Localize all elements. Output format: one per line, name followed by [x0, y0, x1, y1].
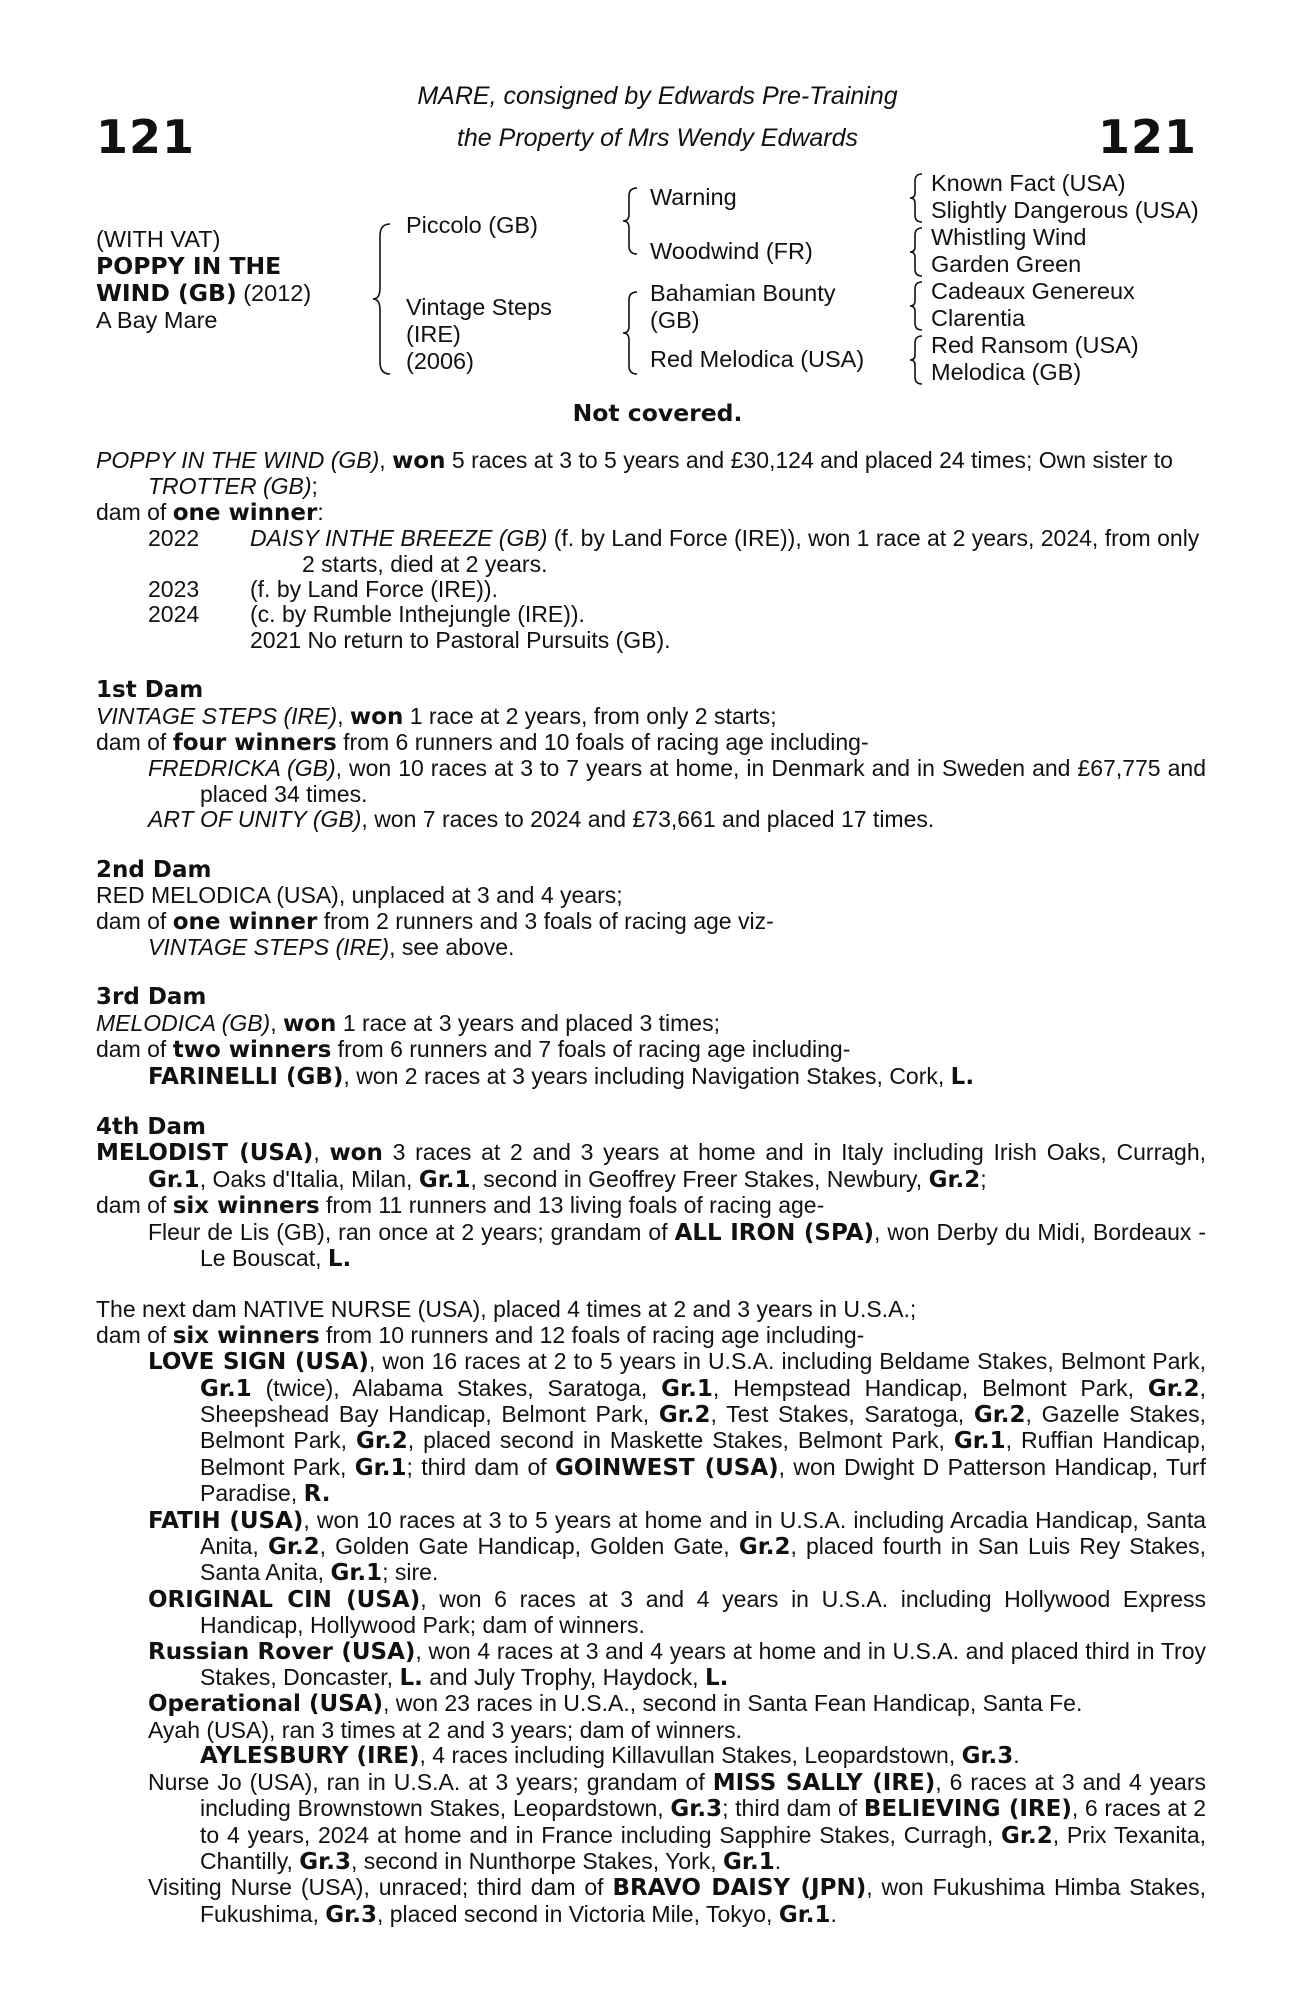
text-segment: MISS SALLY (IRE): [712, 1769, 936, 1796]
pedigree-sire-sire: Warning: [650, 184, 737, 210]
horse-description: A Bay Mare: [96, 307, 218, 333]
pedigree-sire: Piccolo (GB): [406, 212, 538, 238]
text-segment: , Test Stakes, Saratoga,: [710, 1401, 974, 1427]
text-segment: , Golden Gate Handicap, Golden Gate,: [319, 1533, 739, 1560]
text-segment: , Ruffian Handicap, Belmont Park,: [200, 1427, 1206, 1480]
text-segment: , won 23 races in U.S.A., second in Santa Fean Handicap, Santa Fe.: [383, 1690, 1083, 1717]
text-segment: Gr.2: [267, 1534, 320, 1561]
text-segment: , won Fukushima Himba Stakes, Fukushima,: [200, 1874, 1206, 1927]
next-dam-entry-6-sub: [96, 1743, 1206, 1769]
text-segment: BRAVO DAISY (JPN): [612, 1875, 867, 1902]
consignment-line-2: the Property of Mrs Wendy Edwards: [456, 124, 859, 152]
text-segment: Gr.3: [299, 1848, 351, 1875]
produce-year-2022: 2022 DAISY INTHE BREEZE (GB) (f. by Land Force (IRE)), won 1 race at 2 years, 2024, from only 2 starts, died at 2 years.: [148, 525, 1200, 577]
pedigree-brace-sire: [622, 186, 640, 256]
pedigree-g4-1: Known Fact (USA): [931, 170, 1126, 196]
text-segment: ; third dam of: [406, 1453, 556, 1480]
text-segment: Gr.1: [778, 1901, 831, 1928]
next-dam-entry-3: [96, 1587, 1206, 1639]
text-segment: Gr.3: [325, 1901, 377, 1928]
text-segment: Gr.1: [723, 1848, 775, 1875]
pedigree-dam-1: Vintage Steps: [406, 294, 552, 320]
pedigree-brace-g3: [909, 280, 925, 332]
pedigree-brace-main: [372, 222, 394, 376]
text-segment: LOVE SIGN (USA): [148, 1349, 369, 1376]
pedigree-g4-3: Whistling Wind: [931, 224, 1087, 250]
text-segment: Gr.1: [661, 1375, 713, 1402]
text-segment: , Sheepshead Bay Handicap, Belmont Park,: [200, 1374, 1206, 1427]
text-segment: , 6 races at 2 to 4 years, 2024 at home and in France including Sapphire Stakes, Curragh,: [200, 1795, 1206, 1848]
text-segment: BELIEVING (IRE): [863, 1796, 1072, 1823]
dam1-heading: 1st Dam: [96, 677, 204, 704]
next-dam-entry-7: [96, 1770, 1206, 1876]
text-segment: Gr.3: [670, 1796, 723, 1823]
text-segment: Gr.2: [658, 1402, 711, 1428]
horse-foaling-year: (2012): [236, 280, 312, 306]
next-dam-entry-4: [96, 1639, 1206, 1692]
catalogue-body: [96, 448, 1206, 1928]
pedigree-g4-4: Garden Green: [931, 251, 1082, 277]
text-segment: Gr.2: [1147, 1375, 1200, 1402]
lot-number-right: 121: [1097, 110, 1197, 164]
dam4-line-2: dam of six winners from 11 runners and 13 living foals of racing age-: [96, 1192, 825, 1220]
text-segment: GOINWEST (USA): [555, 1454, 779, 1481]
pedigree-g4-8: Melodica (GB): [931, 359, 1082, 385]
text-segment: AYLESBURY (IRE): [200, 1743, 420, 1770]
text-segment: Gr.1: [200, 1375, 252, 1402]
next-dam-entry-5: [96, 1691, 1206, 1717]
text-segment: , 4 races including Killavullan Stakes, Leopardstown,: [419, 1742, 962, 1769]
produce-year-2023: 2023 (f. by Land Force (IRE)).: [148, 576, 498, 603]
text-segment: , won Dwight D Patterson Handicap, Turf Paradise,: [200, 1453, 1206, 1507]
text-segment: R.: [303, 1481, 331, 1508]
dam2-line-2: dam of one winner from 2 runners and 3 foals of racing age viz-: [96, 907, 774, 935]
pedigree-brace-dam: [622, 290, 640, 376]
dam3-line-3: FARINELLI (GB), won 2 races at 3 years including Navigation Stakes, Cork, L.: [148, 1062, 975, 1090]
text-segment: .: [774, 1847, 782, 1874]
text-segment: L.: [704, 1665, 729, 1692]
horse-name-line-1: POPPY IN THE: [96, 252, 282, 280]
consignment-line-1: MARE, consigned by Edwards Pre-Training: [417, 82, 898, 110]
text-segment: , placed second in Victoria Mile, Tokyo,: [376, 1900, 779, 1927]
text-segment: , placed second in Maskette Stakes, Belmont Park,: [407, 1427, 954, 1454]
vat-note: (WITH VAT): [96, 226, 221, 252]
text-segment: Gr.3: [961, 1743, 1014, 1770]
text-segment: , placed fourth in San Luis Rey Stakes, Santa Anita,: [200, 1533, 1206, 1586]
horse-name-part-2: WIND (GB): [96, 279, 237, 307]
text-segment: , won 10 races at 3 to 5 years at home and in U.S.A. including Arcadia Handicap, Santa Anita,: [200, 1506, 1206, 1560]
text-segment: Gr.2: [356, 1428, 408, 1455]
pedigree-dam-sire-2: (GB): [650, 307, 700, 333]
text-segment: , won 16 races at 2 to 5 years in U.S.A. including Beldame Stakes, Belmont Park,: [368, 1348, 1206, 1375]
dam1-line-3: FREDRICKA (GB), won 10 races at 3 to 7 years at home, in Denmark and in Sweden and £67,775 and placed 34 times.: [148, 755, 1206, 807]
pedigree-dam-2: (IRE): [406, 321, 461, 347]
next-dam-entry-6: Ayah (USA), ran 3 times at 2 and 3 years; dam of winners.: [148, 1716, 743, 1743]
text-segment: Russian Rover (USA): [148, 1638, 416, 1665]
text-segment: Gr.1: [354, 1454, 407, 1481]
next-dam-entry-2: [96, 1508, 1206, 1587]
dam1-line-1: VINTAGE STEPS (IRE), won 1 race at 2 years, from only 2 starts;: [96, 702, 777, 730]
next-dam-line-1: The next dam NATIVE NURSE (USA), placed 4 times at 2 and 3 years in U.S.A.;: [96, 1296, 917, 1323]
text-segment: Operational (USA): [148, 1691, 384, 1718]
text-segment: (twice), Alabama Stakes, Saratoga,: [251, 1374, 662, 1401]
pedigree-dam-3: (2006): [406, 348, 474, 374]
text-segment: Nurse Jo (USA), ran in U.S.A. at 3 years; grandam of: [148, 1768, 713, 1795]
text-segment: , won 6 races at 3 and 4 years in U.S.A. including Hollywood Express Handicap, Hollywood Park; dam of winners.: [200, 1585, 1206, 1639]
pedigree-dam-dam: Red Melodica (USA): [650, 346, 865, 372]
text-segment: Gr.1: [330, 1560, 383, 1587]
dam1-line-2: dam of four winners from 6 runners and 10 foals of racing age including-: [96, 729, 869, 757]
produce-line-2: dam of one winner:: [96, 498, 324, 526]
dam3-line-2: dam of two winners from 6 runners and 7 foals of racing age including-: [96, 1036, 851, 1064]
produce-year-2024: 2024 (c. by Rumble Inthejungle (IRE)).: [148, 601, 585, 628]
text-segment: Gr.2: [738, 1534, 791, 1561]
dam3-line-1: MELODICA (GB), won 1 race at 3 years and placed 3 times;: [96, 1009, 720, 1037]
text-segment: ; third dam of: [722, 1795, 864, 1822]
text-segment: .: [1013, 1742, 1020, 1769]
dam2-heading: 2nd Dam: [96, 856, 212, 883]
dam1-line-4: ART OF UNITY (GB), won 7 races to 2024 and £73,661 and placed 17 times.: [148, 806, 935, 833]
dam2-line-3: VINTAGE STEPS (IRE), see above.: [148, 933, 515, 960]
text-segment: .: [830, 1900, 837, 1927]
produce-line-1: POPPY IN THE WIND (GB), won 5 races at 3 to 5 years and £30,124 and placed 24 times; Own sister to TROTTER (GB);: [96, 447, 1173, 500]
text-segment: , Gazelle Stakes, Belmont Park,: [200, 1401, 1206, 1454]
pedigree-g4-2: Slightly Dangerous (USA): [931, 197, 1199, 223]
pedigree-dam-sire-1: Bahamian Bounty: [650, 280, 836, 306]
horse-name-line-2: [96, 280, 311, 307]
cover-status: Not covered.: [572, 399, 743, 427]
pedigree-brace-g1: [909, 172, 925, 224]
text-segment: Gr.2: [1001, 1822, 1053, 1849]
dam4-line-1: MELODIST (USA), won 3 races at 2 and 3 years at home and in Italy including Irish Oaks, Curragh, Gr.1, Oaks d'Italia, Milan, Gr.1, second in Geoffrey Freer Stakes, Newbury, Gr.2;: [96, 1139, 1206, 1193]
pedigree-brace-g4: [909, 334, 925, 386]
next-dam-entry-1: [96, 1349, 1206, 1507]
next-dam-line-2: dam of six winners from 10 runners and 12 foals of racing age including-: [96, 1321, 865, 1349]
text-segment: , second in Nunthorpe Stakes, York,: [350, 1847, 724, 1874]
pedigree-g4-7: Red Ransom (USA): [931, 332, 1139, 358]
pedigree-sire-dam: Woodwind (FR): [650, 238, 813, 264]
text-segment: Visiting Nurse (USA), unraced; third dam of: [148, 1874, 613, 1901]
produce-no-return: 2021 No return to Pastoral Pursuits (GB).: [250, 626, 671, 653]
text-segment: , won 4 races at 3 and 4 years at home and in U.S.A. and placed third in Troy Stakes, Doncaster,: [200, 1637, 1206, 1691]
text-segment: and July Trophy, Haydock,: [422, 1664, 705, 1691]
pedigree-brace-g2: [909, 226, 925, 278]
text-segment: ; sire.: [382, 1559, 439, 1586]
text-segment: L.: [399, 1665, 423, 1692]
text-segment: FATIH (USA): [148, 1507, 304, 1534]
next-dam-entry-8: [96, 1875, 1206, 1928]
dam2-line-1: RED MELODICA (USA), unplaced at 3 and 4 years;: [96, 882, 623, 909]
dam4-line-3: Fleur de Lis (GB), ran once at 2 years; grandam of ALL IRON (SPA), won Derby du Midi, Bordeaux - Le Bouscat, L.: [148, 1218, 1206, 1272]
text-segment: , Hempstead Handicap, Belmont Park,: [712, 1374, 1148, 1401]
pedigree-g4-5: Cadeaux Genereux: [931, 278, 1135, 304]
text-segment: , Prix Texanita, Chantilly,: [200, 1821, 1206, 1874]
dam4-heading: 4th Dam: [96, 1113, 206, 1140]
dam3-heading: 3rd Dam: [96, 984, 207, 1011]
text-segment: Gr.1: [953, 1428, 1006, 1455]
pedigree-g4-6: Clarentia: [931, 305, 1026, 331]
text-segment: ORIGINAL CIN (USA): [148, 1586, 421, 1613]
text-segment: Gr.2: [973, 1402, 1026, 1428]
text-segment: , 6 races at 3 and 4 years including Brownstown Stakes, Leopardstown,: [200, 1768, 1206, 1822]
lot-number-left: 121: [96, 110, 196, 164]
